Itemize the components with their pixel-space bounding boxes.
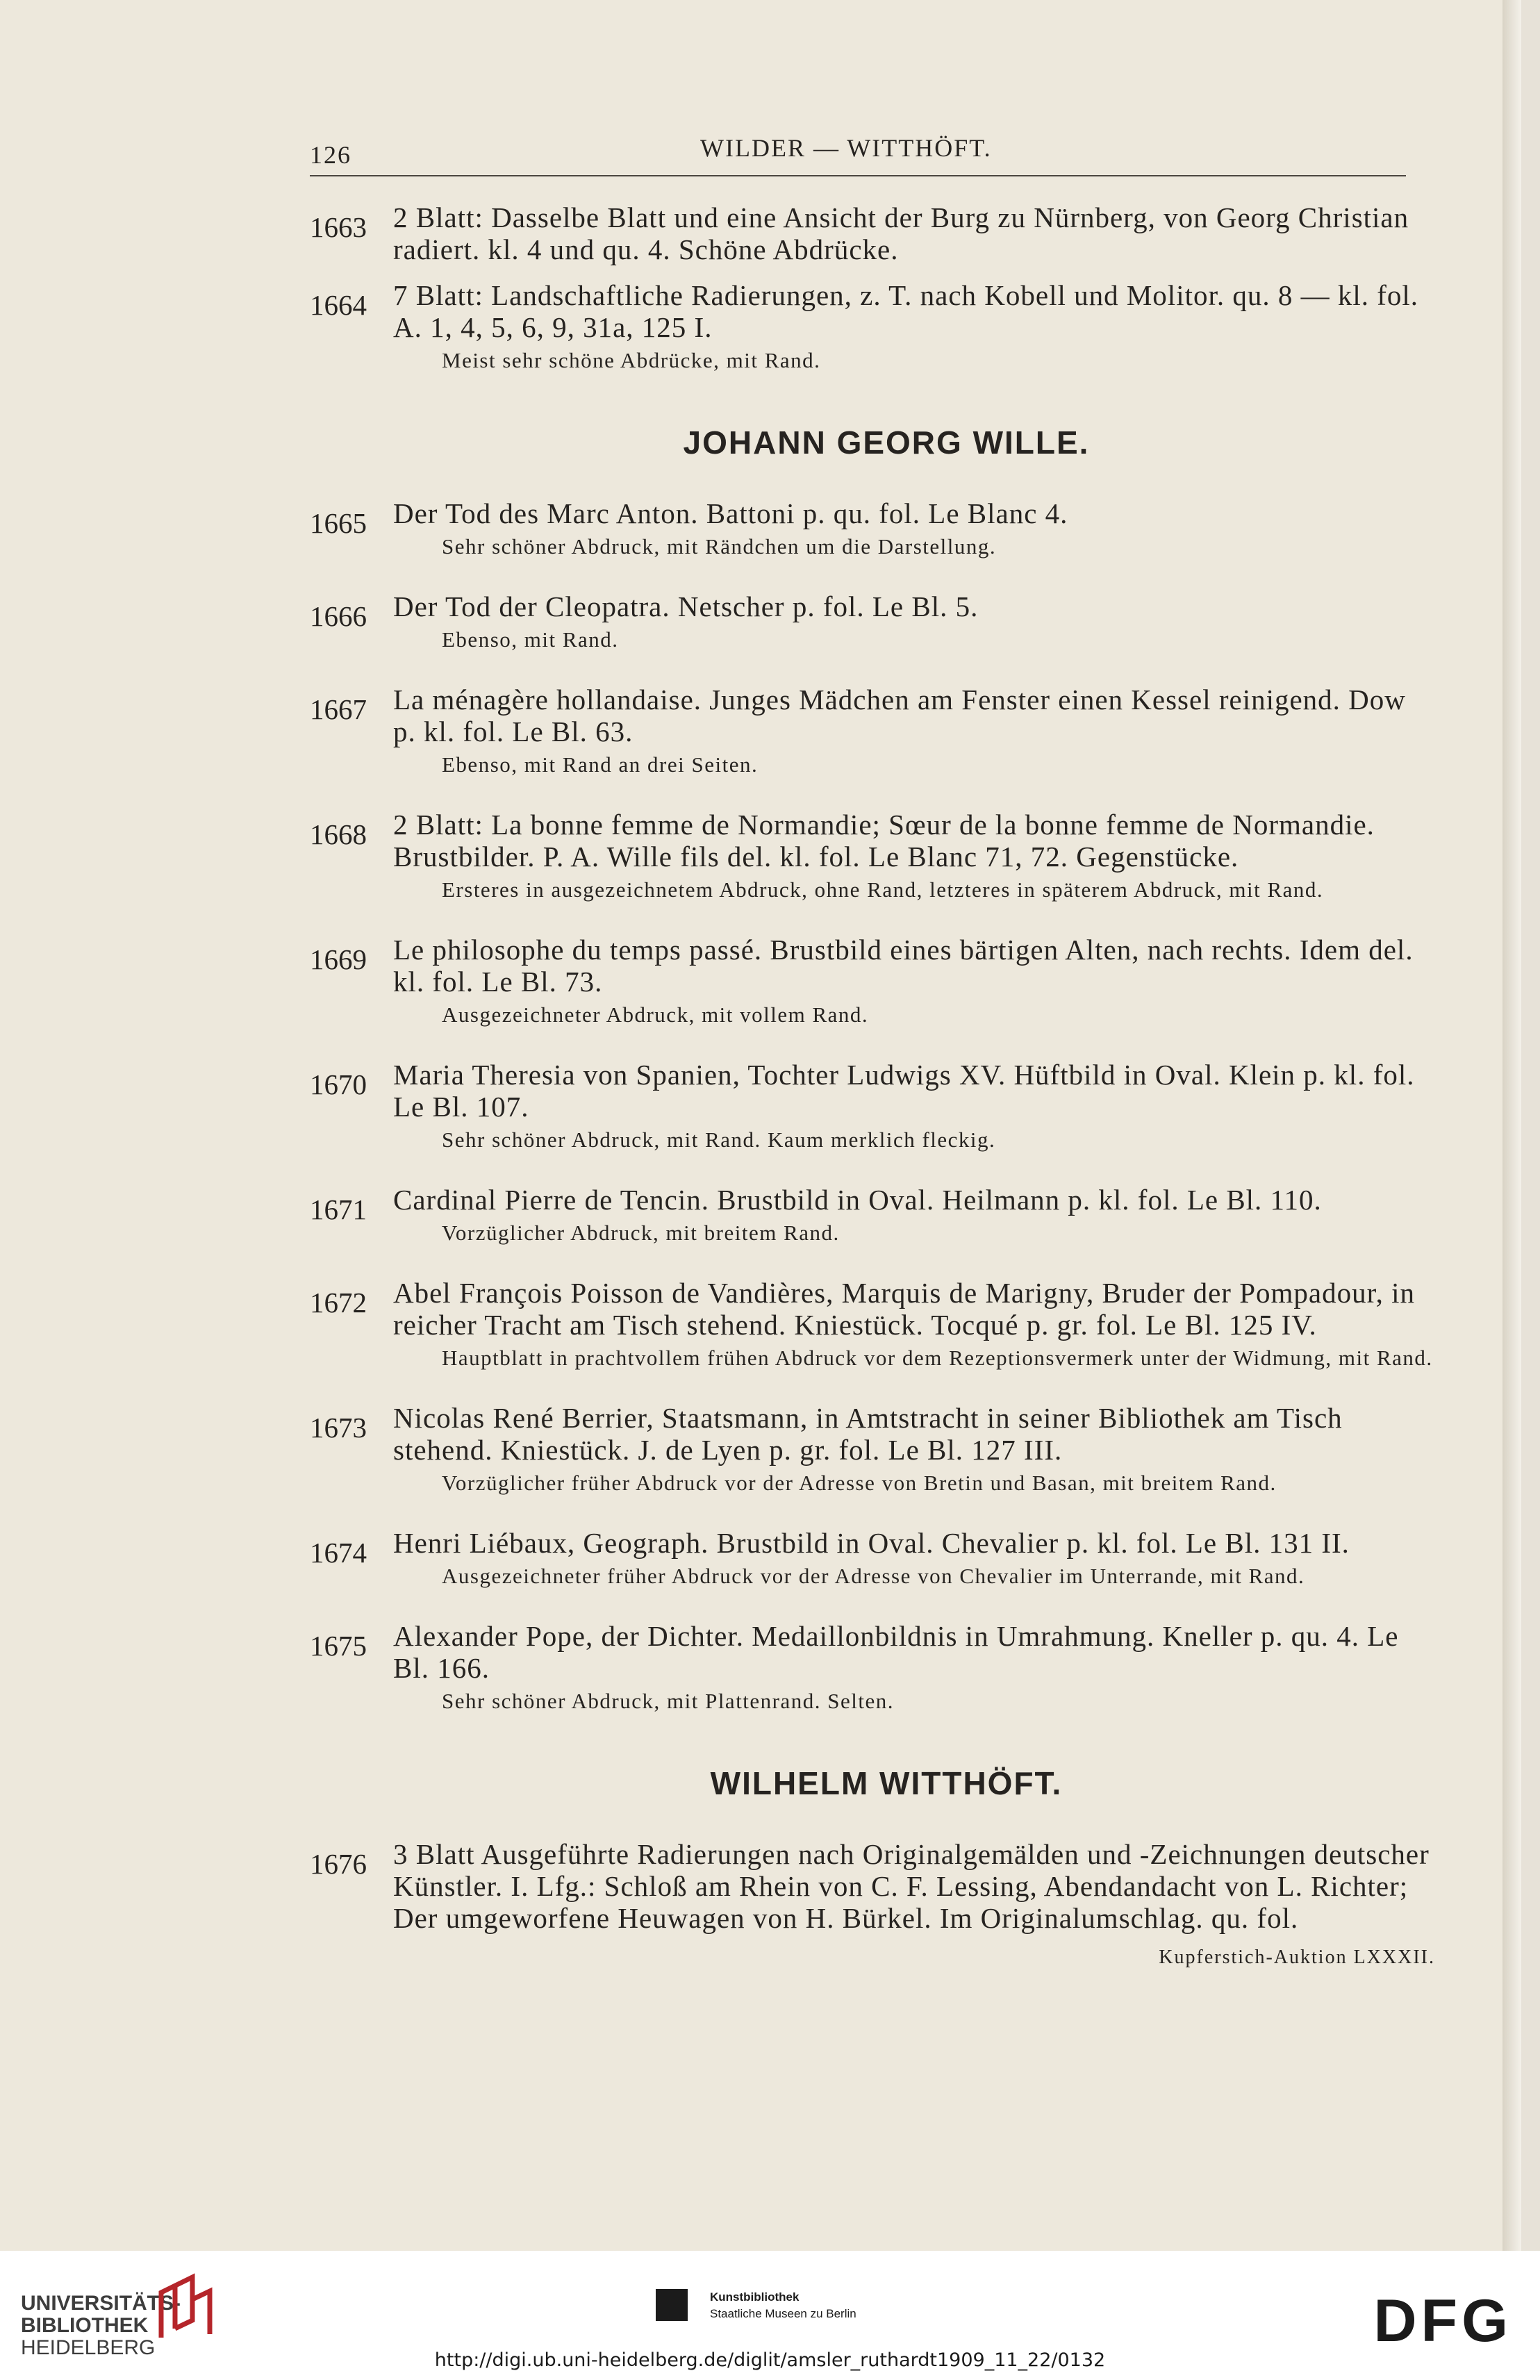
catalogue-entry xyxy=(310,497,1435,560)
lot-number: 1674 xyxy=(310,1537,367,1569)
page-number: 126 xyxy=(310,141,351,169)
lot-number: 1676 xyxy=(310,1848,367,1880)
lot-condition-note: Ersteres in ausgezeichnetem Abdruck, ohne Rand, letzteres in späterem Abdruck, mit Rand. xyxy=(442,877,1324,902)
lot-description: 7 Blatt: Landschaftliche Radierungen, z. T. nach Kobell und Molitor. qu. 8 — kl. fol. A. 1, 4, 5, 6, 9, 31a, 125 I. xyxy=(393,279,1419,343)
lot-number: 1668 xyxy=(310,818,367,850)
catalogue-entry xyxy=(310,1402,1435,1496)
catalogue-entry xyxy=(310,809,1435,903)
lot-number: 1664 xyxy=(310,289,367,321)
catalogue-entry xyxy=(310,279,1435,374)
kb-title: Kunstbibliothek xyxy=(710,2290,800,2304)
lot-description: Der Tod des Marc Anton. Battoni p. qu. fol. Le Blanc 4. xyxy=(393,497,1068,529)
lot-description: Maria Theresia von Spanien, Tochter Ludwigs XV. Hüftbild in Oval. Klein p. kl. fol. Le Bl. 107. xyxy=(393,1059,1415,1123)
header-rule xyxy=(310,175,1406,176)
lot-condition-note: Meist sehr schöne Abdrücke, mit Rand. xyxy=(442,348,821,372)
section-heading: JOHANN GEORG WILLE. xyxy=(683,424,1090,461)
lot-condition-note: Ausgezeichneter früher Abdruck vor der Adresse von Chevalier im Unterrande, mit Rand. xyxy=(442,1564,1305,1588)
lot-description: Nicolas René Berrier, Staatsmann, in Amtstracht in seiner Bibliothek am Tisch stehend. Kniestück. J. de Lyen p. gr. fol. Le Bl. 127 III. xyxy=(393,1402,1343,1466)
lot-description: Alexander Pope, der Dichter. Medaillonbildnis in Umrahmung. Kneller p. qu. 4. Le Bl. 166. xyxy=(393,1620,1399,1684)
lot-number: 1667 xyxy=(310,693,367,725)
lot-condition-note: Ebenso, mit Rand an drei Seiten. xyxy=(442,752,759,777)
catalogue-entry xyxy=(310,934,1435,1028)
catalogue-signature: Kupferstich-Auktion LXXXII. xyxy=(1159,1947,1435,1968)
lot-condition-note: Sehr schöner Abdruck, mit Plattenrand. Selten. xyxy=(442,1689,894,1713)
lot-description: Cardinal Pierre de Tencin. Brustbild in Oval. Heilmann p. kl. fol. Le Bl. 110. xyxy=(393,1184,1322,1216)
page-edge xyxy=(1502,0,1521,2251)
lot-number: 1670 xyxy=(310,1068,367,1100)
lot-condition-note: Hauptblatt in prachtvollem frühen Abdruck vor dem Rezeptionsvermerk unter der Widmung, mit Rand. xyxy=(442,1346,1433,1370)
catalogue-entry xyxy=(310,1838,1435,1934)
library-name-line: BIBLIOTHEK xyxy=(21,2314,149,2337)
kunstbibliothek-logo-icon xyxy=(656,2289,688,2321)
library-name-line: HEIDELBERG xyxy=(21,2336,156,2359)
lot-number: 1672 xyxy=(310,1287,367,1319)
kunstbibliothek-credit xyxy=(710,2289,856,2322)
lot-description: 3 Blatt Ausgeführte Radierungen nach Originalgemälden und -Zeichnungen deutscher Künstler. I. Lfg.: Schloß am Rhein von C. F. Lessing, Abendandacht von L. Richter; Der umgeworfene Heuwagen von H. Bürkel. Im Originalumschlag. qu. fol. xyxy=(393,1838,1430,1934)
lot-number: 1675 xyxy=(310,1630,367,1662)
catalogue-entry xyxy=(310,1277,1435,1371)
kb-subtitle: Staatliche Museen zu Berlin xyxy=(710,2307,856,2320)
lot-description: Abel François Poisson de Vandières, Marquis de Marigny, Bruder der Pompadour, in reicher Tracht am Tisch stehend. Kniestück. Tocqué p. gr. fol. Le Bl. 125 IV. xyxy=(393,1277,1415,1341)
catalogue-entry xyxy=(310,1527,1435,1589)
lot-number: 1671 xyxy=(310,1193,367,1225)
lot-condition-note: Ebenso, mit Rand. xyxy=(442,627,619,652)
lot-description: 2 Blatt: Dasselbe Blatt und eine Ansicht der Burg zu Nürnberg, von Georg Christian radiert. kl. 4 und qu. 4. Schöne Abdrücke. xyxy=(393,201,1409,265)
catalogue-entry xyxy=(310,1620,1435,1714)
section-heading: WILHELM WITTHÖFT. xyxy=(710,1765,1063,1801)
lot-condition-note: Ausgezeichneter Abdruck, mit vollem Rand. xyxy=(442,1002,869,1027)
lot-description: La ménagère hollandaise. Junges Mädchen am Fenster einen Kessel reinigend. Dow p. kl. fol. Le Bl. 63. xyxy=(393,684,1406,747)
lot-condition-note: Vorzüglicher Abdruck, mit breitem Rand. xyxy=(442,1221,840,1245)
catalogue-entry xyxy=(310,1184,1435,1246)
digitization-footer xyxy=(0,2251,1540,2380)
dfg-logo: DFG xyxy=(1373,2288,1512,2354)
permalink-url[interactable]: http://digi.ub.uni-heidelberg.de/diglit/amsler_ruthardt1909_11_22/0132 xyxy=(434,2349,1106,2371)
lot-number: 1663 xyxy=(310,211,367,243)
lot-description: Le philosophe du temps passé. Brustbild eines bärtigen Alten, nach rechts. Idem del. kl. fol. Le Bl. 73. xyxy=(393,934,1414,998)
lot-description: Der Tod der Cleopatra. Netscher p. fol. Le Bl. 5. xyxy=(393,590,979,622)
catalogue-entry xyxy=(310,684,1435,778)
catalogue-entry xyxy=(310,590,1435,653)
lot-number: 1673 xyxy=(310,1412,367,1444)
lot-number: 1665 xyxy=(310,507,367,539)
lot-condition-note: Sehr schöner Abdruck, mit Rand. Kaum merklich fleckig. xyxy=(442,1127,996,1152)
lot-number: 1669 xyxy=(310,943,367,975)
lot-condition-note: Vorzüglicher früher Abdruck vor der Adresse von Bretin und Basan, mit breitem Rand. xyxy=(442,1471,1277,1495)
lot-number: 1666 xyxy=(310,600,367,632)
running-title: WILDER — WITTHÖFT. xyxy=(700,134,992,162)
catalogue-entry xyxy=(310,201,1435,265)
lot-condition-note: Sehr schöner Abdruck, mit Rändchen um die Darstellung. xyxy=(442,534,997,559)
catalogue-content xyxy=(310,201,1435,1969)
lot-description: 2 Blatt: La bonne femme de Normandie; Sœur de la bonne femme de Normandie. Brustbilder. P. A. Wille fils del. kl. fol. Le Blanc 71, 72. Gegenstücke. xyxy=(393,809,1375,873)
catalogue-entry xyxy=(310,1059,1435,1153)
library-emblem-icon xyxy=(154,2272,217,2341)
lot-description: Henri Liébaux, Geograph. Brustbild in Oval. Chevalier p. kl. fol. Le Bl. 131 II. xyxy=(393,1527,1350,1559)
running-header xyxy=(310,133,1406,175)
library-name-line: UNIVERSITÄTS- xyxy=(21,2292,181,2315)
